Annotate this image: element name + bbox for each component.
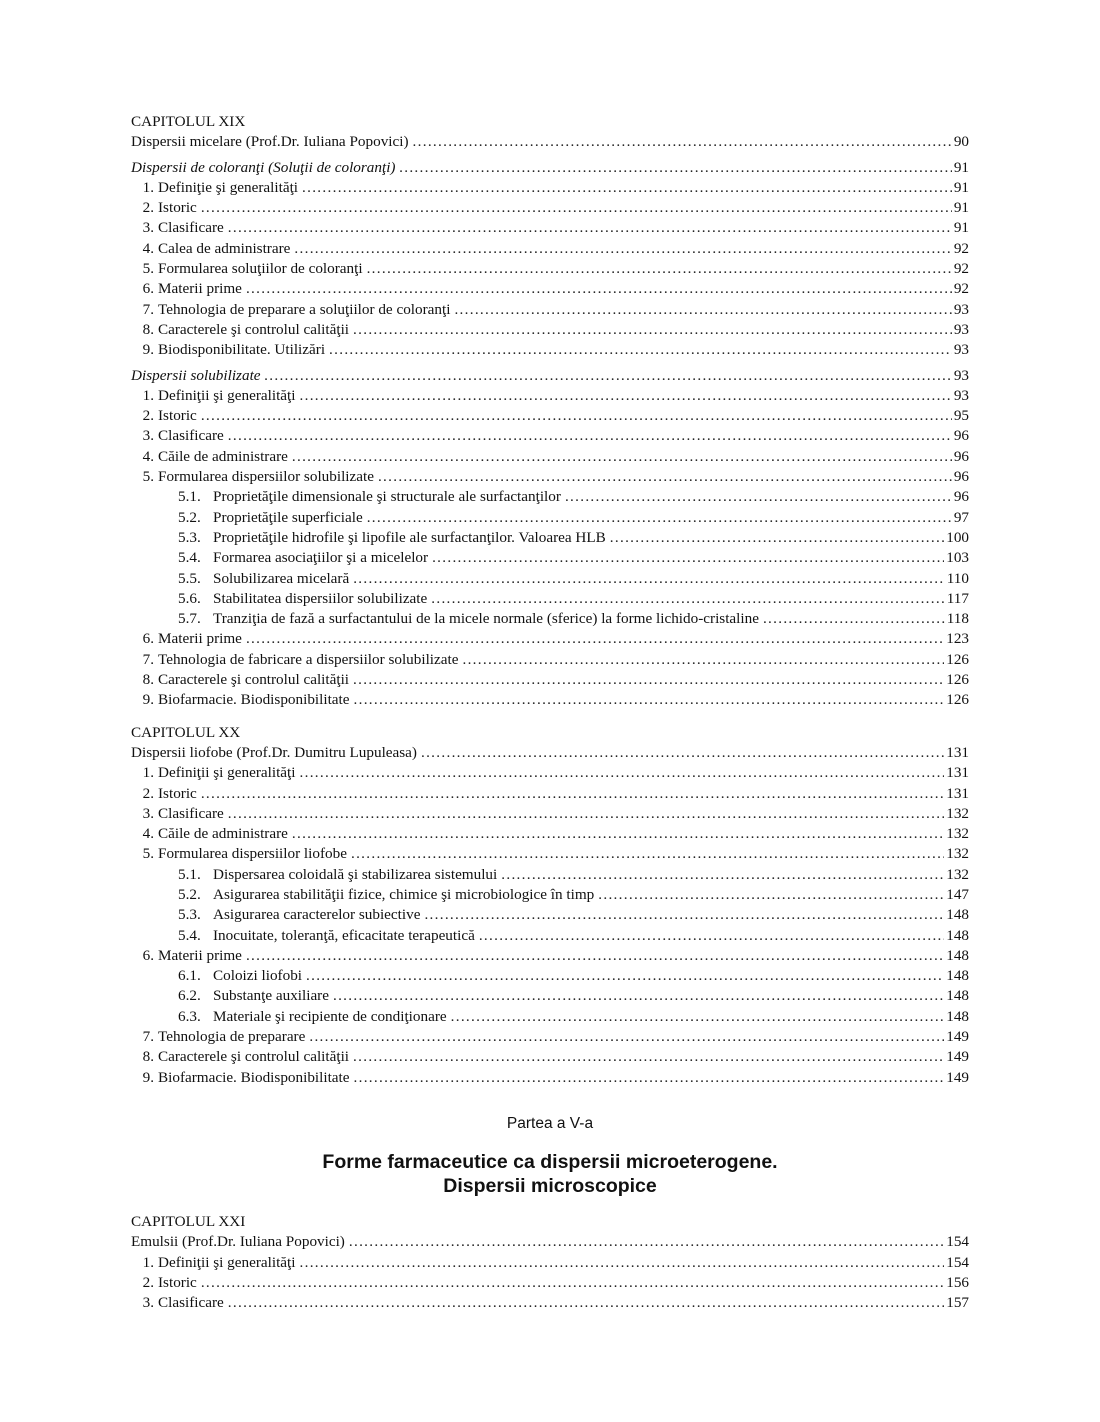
toc-entry — [131, 926, 969, 946]
toc-entry — [131, 784, 969, 804]
dot-leader — [228, 426, 952, 446]
entry-number: 9. — [142, 341, 154, 359]
entry-title: Formarea asociaţiilor şi a micelelor — [213, 549, 429, 567]
entry-title: Formularea dispersiilor liofobe — [158, 845, 347, 863]
toc-chapter-title — [131, 1232, 969, 1252]
entry-number: 7. — [142, 300, 154, 318]
page-number: 126 — [946, 671, 969, 689]
dot-leader — [354, 690, 945, 710]
page-number: 92 — [953, 239, 969, 257]
dot-leader — [228, 804, 944, 824]
entry-number: 6.1. — [178, 967, 201, 985]
entry-title: Clasificare — [158, 1294, 224, 1312]
entry-number: 5.2. — [178, 885, 201, 903]
dot-leader — [333, 986, 944, 1006]
page-number: 96 — [953, 488, 969, 506]
page-number: 147 — [946, 885, 969, 903]
entry-number: 4. — [142, 447, 154, 465]
entry-number: 5.5. — [178, 569, 201, 587]
entry-title: Istoric — [158, 407, 197, 425]
toc-entry — [131, 1253, 969, 1273]
entry-title: Formularea dispersiilor solubilizate — [158, 468, 374, 486]
entry-title: Caracterele şi controlul calităţii — [158, 1048, 350, 1066]
dot-leader — [454, 300, 951, 320]
page-number: 93 — [953, 341, 969, 359]
entry-title: Tranziţia de fază a surfactantului de la micele normale (sferice) la forme lichido-cristaline — [213, 610, 759, 628]
page-number: 149 — [946, 1048, 969, 1066]
page-number: 148 — [946, 926, 969, 944]
entry-title: Dispersii liofobe (Prof.Dr. Dumitru Lupuleasa) — [131, 743, 417, 761]
entry-title: Materiale şi recipiente de condiţionare — [213, 1007, 447, 1025]
dot-leader — [300, 763, 945, 783]
toc-entry — [131, 178, 969, 198]
dot-leader — [413, 132, 952, 152]
toc-entry — [131, 406, 969, 426]
entry-number: 5.1. — [178, 865, 201, 883]
dot-leader — [462, 650, 944, 670]
chapter-heading: CAPITOLUL XXI — [131, 1213, 246, 1230]
dot-leader — [501, 865, 944, 885]
toc-entry — [131, 986, 969, 1006]
toc-entry — [131, 650, 969, 670]
page-number: 117 — [946, 589, 969, 607]
dot-leader — [763, 609, 945, 629]
entry-title: Stabilitatea dispersiilor solubilizate — [213, 589, 428, 607]
entry-title: Coloizi liofobi — [213, 967, 303, 985]
entry-title: Dispersii solubilizate — [131, 366, 261, 384]
entry-title: Emulsii (Prof.Dr. Iuliana Popovici) — [131, 1233, 345, 1251]
page-number: 148 — [946, 967, 969, 985]
entry-number: 5.4. — [178, 549, 201, 567]
toc-entry — [131, 946, 969, 966]
dot-leader — [353, 569, 945, 589]
page-number: 92 — [953, 280, 969, 298]
page-number: 110 — [946, 569, 969, 587]
dot-leader — [300, 386, 952, 406]
toc-section — [131, 366, 969, 386]
entry-number: 6.3. — [178, 1007, 201, 1025]
entry-title: Materii prime — [158, 946, 242, 964]
entry-title: Definiţii şi generalităţi — [158, 1253, 296, 1271]
table-of-contents — [131, 112, 969, 1088]
entry-title: Materii prime — [158, 280, 242, 298]
entry-number: 9. — [142, 1068, 154, 1086]
toc-entry — [131, 1027, 969, 1047]
entry-number: 1. — [142, 764, 154, 782]
toc-chapter-title — [131, 743, 969, 763]
entry-title: Istoric — [158, 1273, 197, 1291]
toc-entry — [131, 259, 969, 279]
page-number: 91 — [953, 199, 969, 217]
entry-number: 1. — [142, 178, 154, 196]
entry-title: Calea de administrare — [158, 239, 291, 257]
entry-number: 6. — [142, 630, 154, 648]
dot-leader — [265, 366, 952, 386]
dot-leader — [351, 844, 944, 864]
dot-leader — [451, 1007, 945, 1027]
toc-entry — [131, 804, 969, 824]
page-number: 97 — [953, 508, 969, 526]
entry-title: Dispersii micelare (Prof.Dr. Iuliana Popovici) — [131, 133, 409, 151]
dot-leader — [400, 158, 952, 178]
dot-leader — [565, 487, 952, 507]
page-number: 93 — [953, 300, 969, 318]
entry-number: 2. — [142, 1273, 154, 1291]
entry-number: 8. — [142, 320, 154, 338]
dot-leader — [479, 926, 944, 946]
dot-leader — [246, 629, 944, 649]
page-number: 91 — [953, 158, 969, 176]
entry-number: 5.2. — [178, 508, 201, 526]
page-number: 148 — [946, 906, 969, 924]
toc-entry — [131, 1047, 969, 1067]
page-number: 156 — [946, 1273, 969, 1291]
dot-leader — [300, 1253, 945, 1273]
dot-leader — [201, 406, 952, 426]
chapter-heading: CAPITOLUL XX — [131, 723, 241, 741]
page-number: 100 — [946, 528, 969, 546]
page-number: 132 — [946, 825, 969, 843]
entry-title: Proprietăţile dimensionale şi structurale ale surfactanţilor — [213, 488, 561, 506]
entry-number: 4. — [142, 239, 154, 257]
dot-leader — [378, 467, 952, 487]
toc-section — [131, 158, 969, 178]
entry-number: 5. — [142, 845, 154, 863]
toc-entry — [131, 905, 969, 925]
page-number: 126 — [946, 650, 969, 668]
entry-number: 6. — [142, 946, 154, 964]
page-number: 92 — [953, 260, 969, 278]
page-number: 131 — [946, 743, 969, 761]
dot-leader — [292, 447, 952, 467]
entry-number: 1. — [142, 1253, 154, 1271]
page-number: 96 — [953, 427, 969, 445]
toc-entry — [131, 629, 969, 649]
entry-title: Tehnologia de preparare a soluţiilor de coloranţi — [158, 300, 451, 318]
dot-leader — [228, 1293, 944, 1313]
toc-entry — [131, 320, 969, 340]
entry-number: 3. — [142, 804, 154, 822]
page-number: 148 — [946, 1007, 969, 1025]
entry-number: 1. — [142, 386, 154, 404]
entry-title: Biofarmacie. Biodisponibilitate — [158, 691, 350, 709]
entry-title: Tehnologia de fabricare a dispersiilor solubilizate — [158, 650, 459, 668]
page-number: 123 — [946, 630, 969, 648]
entry-title: Proprietăţile hidrofile şi lipofile ale surfactanţilor. Valoarea HLB — [213, 528, 606, 546]
dot-leader — [201, 1273, 944, 1293]
page-number: 96 — [953, 468, 969, 486]
entry-title: Proprietăţile superficiale — [213, 508, 363, 526]
page-number: 118 — [946, 610, 969, 628]
entry-number: 5.3. — [178, 528, 201, 546]
page-number: 148 — [946, 987, 969, 1005]
dot-leader — [309, 1027, 944, 1047]
entry-title: Biofarmacie. Biodisponibilitate — [158, 1068, 350, 1086]
entry-number: 7. — [142, 650, 154, 668]
toc-entry — [131, 966, 969, 986]
toc-entry — [131, 885, 969, 905]
dot-leader — [432, 548, 944, 568]
entry-number: 3. — [142, 1294, 154, 1312]
dot-leader — [306, 966, 944, 986]
dot-leader — [598, 885, 944, 905]
toc-entry — [131, 569, 969, 589]
page-number: 132 — [946, 845, 969, 863]
toc-entry — [131, 528, 969, 548]
entry-number: 5. — [142, 260, 154, 278]
page-number: 93 — [953, 366, 969, 384]
entry-number: 5.6. — [178, 589, 201, 607]
dot-leader — [302, 178, 952, 198]
toc-entry — [131, 239, 969, 259]
dot-leader — [294, 239, 951, 259]
dot-leader — [349, 1232, 944, 1252]
dot-leader — [329, 340, 952, 360]
dot-leader — [353, 670, 944, 690]
dot-leader — [246, 946, 944, 966]
page-number: 95 — [953, 407, 969, 425]
entry-number: 2. — [142, 407, 154, 425]
page-number: 131 — [946, 784, 969, 802]
toc-entry — [131, 1273, 969, 1293]
toc-entry — [131, 340, 969, 360]
entry-title: Solubilizarea micelară — [213, 569, 350, 587]
entry-title: Istoric — [158, 784, 197, 802]
page-number: 103 — [946, 549, 969, 567]
entry-title: Materii prime — [158, 630, 242, 648]
toc-entry — [131, 386, 969, 406]
page-number: 126 — [946, 691, 969, 709]
toc-entry — [131, 508, 969, 528]
dot-leader — [431, 589, 945, 609]
page-number: 93 — [953, 386, 969, 404]
page-number: 149 — [946, 1068, 969, 1086]
toc-entry — [131, 467, 969, 487]
page-number: 90 — [953, 133, 969, 151]
part-title-line-2: Dispersii microscopice — [443, 1175, 657, 1197]
toc-entry — [131, 844, 969, 864]
page-number: 154 — [946, 1233, 969, 1251]
entry-number: 8. — [142, 671, 154, 689]
entry-title: Clasificare — [158, 804, 224, 822]
entry-title: Clasificare — [158, 219, 224, 237]
toc-entry — [131, 279, 969, 299]
entry-number: 6.2. — [178, 987, 201, 1005]
page-number: 93 — [953, 320, 969, 338]
toc-entry — [131, 670, 969, 690]
toc-entry — [131, 426, 969, 446]
dot-leader — [354, 1068, 945, 1088]
entry-number: 3. — [142, 427, 154, 445]
entry-number: 5.3. — [178, 906, 201, 924]
entry-number: 4. — [142, 825, 154, 843]
entry-number: 5.7. — [178, 610, 201, 628]
entry-title: Inocuitate, toleranţă, eficacitate terapeutică — [213, 926, 475, 944]
toc-entry — [131, 1007, 969, 1027]
table-of-contents-continued — [131, 1212, 969, 1313]
entry-title: Tehnologia de preparare — [158, 1028, 306, 1046]
entry-number: 2. — [142, 784, 154, 802]
dot-leader — [367, 508, 952, 528]
entry-number: 9. — [142, 691, 154, 709]
dot-leader — [228, 218, 952, 238]
page-number: 91 — [953, 219, 969, 237]
part-title-line-1: Forme farmaceutice ca dispersii microeterogene. — [322, 1151, 778, 1173]
entry-number: 8. — [142, 1048, 154, 1066]
entry-title: Definiţii şi generalităţi — [158, 764, 296, 782]
entry-title: Definiţie şi generalităţi — [158, 178, 299, 196]
dot-leader — [201, 784, 944, 804]
toc-entry — [131, 690, 969, 710]
entry-title: Istoric — [158, 199, 197, 217]
entry-number: 3. — [142, 219, 154, 237]
entry-title: Asigurarea caracterelor subiective — [213, 906, 421, 924]
entry-number: 5.1. — [178, 488, 201, 506]
page-number: 148 — [946, 946, 969, 964]
page-number: 131 — [946, 764, 969, 782]
entry-number: 7. — [142, 1028, 154, 1046]
chapter-heading: CAPITOLUL XIX — [131, 113, 246, 130]
toc-entry — [131, 300, 969, 320]
page-number: 154 — [946, 1253, 969, 1271]
entry-title: Asigurarea stabilităţii fizice, chimice şi microbiologice în timp — [213, 885, 595, 903]
toc-chapter-title — [131, 132, 969, 152]
entry-title: Biodisponibilitate. Utilizări — [158, 341, 326, 359]
entry-number: 5.4. — [178, 926, 201, 944]
toc-entry — [131, 487, 969, 507]
dot-leader — [353, 1047, 944, 1067]
dot-leader — [610, 528, 944, 548]
toc-entry — [131, 218, 969, 238]
page-number: 149 — [946, 1028, 969, 1046]
toc-entry — [131, 609, 969, 629]
toc-entry — [131, 763, 969, 783]
entry-title: Substanţe auxiliare — [213, 987, 329, 1005]
dot-leader — [367, 259, 952, 279]
entry-title: Căile de administrare — [158, 447, 288, 465]
toc-entry — [131, 865, 969, 885]
dot-leader — [292, 824, 944, 844]
toc-entry — [131, 548, 969, 568]
entry-title: Dispersii de coloranţi (Soluţii de coloranţi) — [131, 158, 396, 176]
entry-title: Dispersarea coloidală şi stabilizarea sistemului — [213, 865, 498, 883]
toc-entry — [131, 589, 969, 609]
page-number: 132 — [946, 865, 969, 883]
entry-title: Clasificare — [158, 427, 224, 445]
entry-title: Formularea soluţiilor de coloranţi — [158, 260, 363, 278]
entry-number: 5. — [142, 468, 154, 486]
part-heading — [0, 1112, 1100, 1198]
toc-entry — [131, 447, 969, 467]
entry-title: Caracterele şi controlul calităţii — [158, 320, 350, 338]
entry-title: Căile de administrare — [158, 825, 288, 843]
dot-leader — [421, 743, 944, 763]
page-number: 91 — [953, 178, 969, 196]
toc-entry — [131, 824, 969, 844]
entry-number: 6. — [142, 280, 154, 298]
entry-title: Caracterele şi controlul calităţii — [158, 671, 350, 689]
toc-entry — [131, 198, 969, 218]
entry-number: 2. — [142, 199, 154, 217]
entry-title: Definiţii şi generalităţi — [158, 386, 296, 404]
toc-entry — [131, 1068, 969, 1088]
page-number: 157 — [946, 1294, 969, 1312]
page-number: 132 — [946, 804, 969, 822]
dot-leader — [201, 198, 952, 218]
page-number: 96 — [953, 447, 969, 465]
toc-entry — [131, 1293, 969, 1313]
dot-leader — [246, 279, 952, 299]
dot-leader — [424, 905, 944, 925]
part-label: Partea a V-a — [506, 1115, 594, 1132]
dot-leader — [353, 320, 952, 340]
